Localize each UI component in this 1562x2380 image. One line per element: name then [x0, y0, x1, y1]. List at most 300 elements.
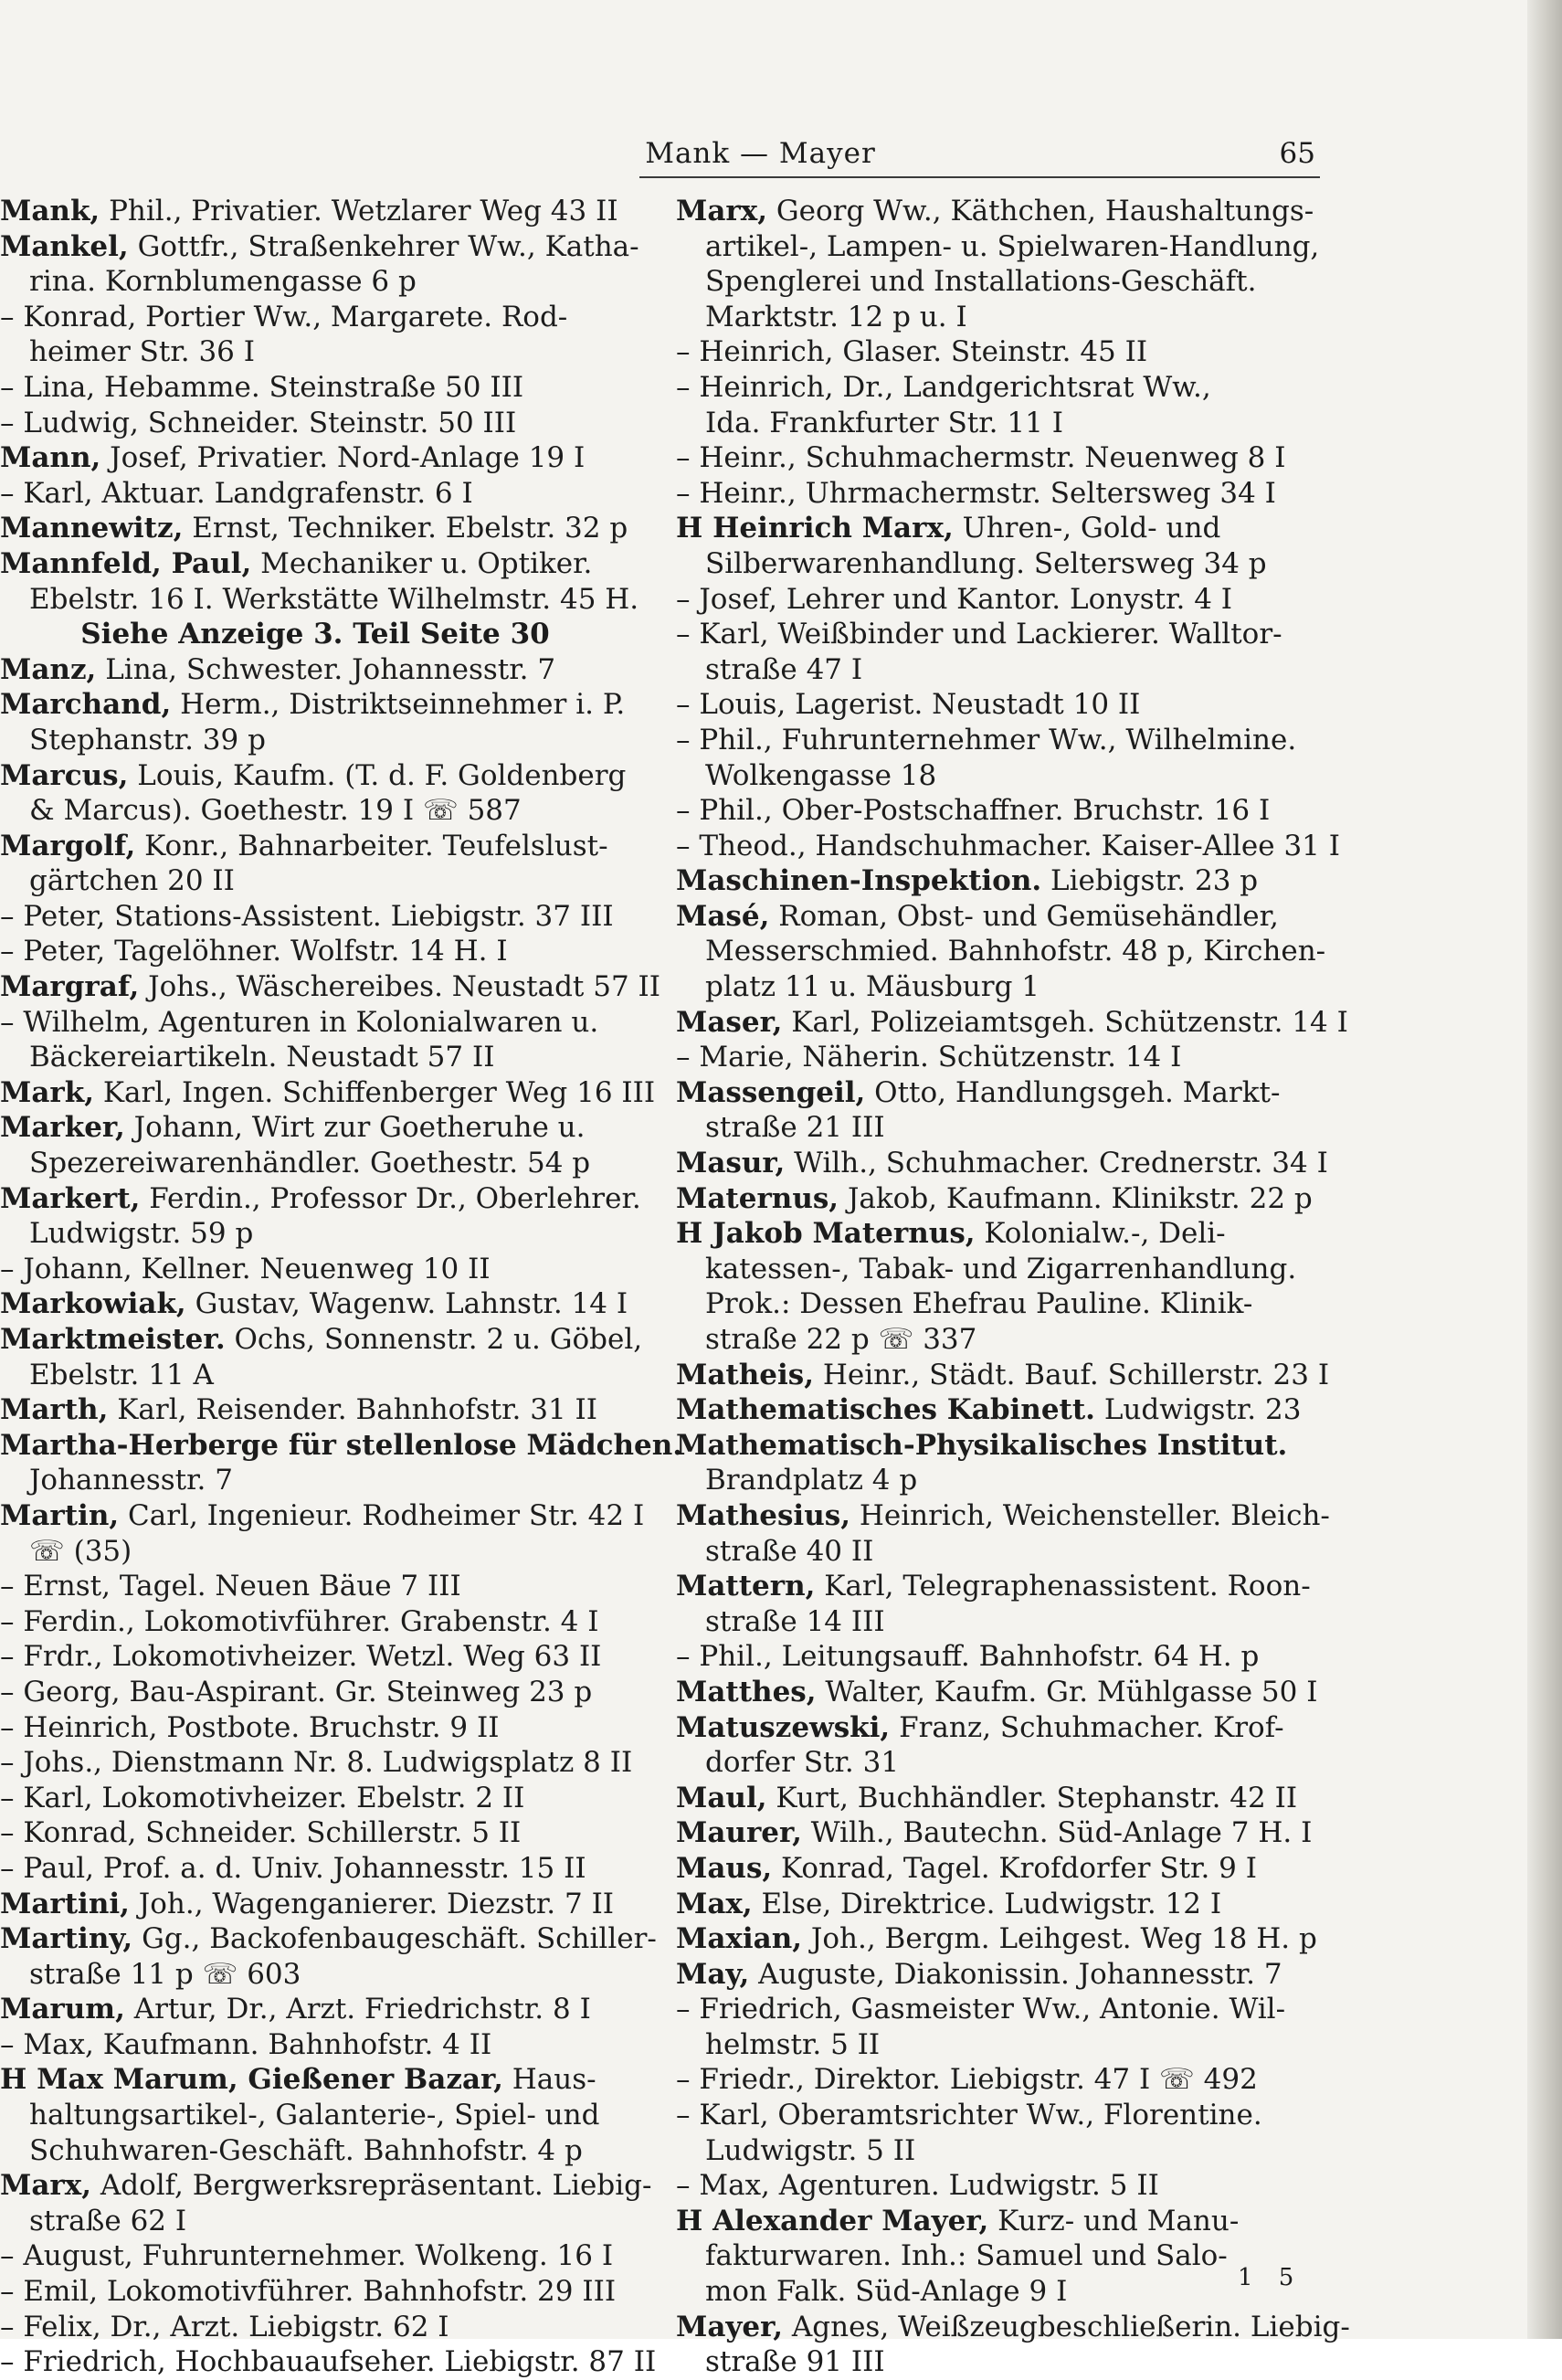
entry-name: H Max Marum, Gießener Bazar,	[0, 2063, 503, 2097]
directory-entry-line	[0, 1216, 630, 1252]
directory-entry-line	[0, 1322, 643, 1358]
directory-entry-line	[0, 2027, 630, 2063]
entry-text: & Marcus). Goethestr. 19 I ☏ 587	[29, 794, 522, 828]
entry-text: – Emil, Lokomotivführer. Bahnhofstr. 29 III	[0, 2275, 617, 2309]
directory-entry-line	[676, 1005, 1348, 1041]
entry-name: Matuszewski,	[676, 1710, 891, 1744]
entry-name: Maschinen-Inspektion.	[676, 864, 1042, 898]
right-column	[676, 194, 1350, 2380]
entry-name: Maser,	[676, 1005, 783, 1039]
entry-name: Masur,	[676, 1147, 786, 1180]
entry-text: Mechaniker u. Optiker.	[251, 546, 593, 580]
directory-entry-line	[676, 2274, 1320, 2310]
entry-text: Ebelstr. 11 A	[29, 1358, 214, 1391]
directory-entry-line	[676, 476, 1320, 512]
entry-name: Maul,	[676, 1781, 767, 1814]
directory-entry-line	[676, 1075, 1320, 1111]
directory-entry-line	[676, 1286, 1320, 1322]
entry-text: straße 22 p ☏ 337	[705, 1323, 977, 1356]
directory-entry-line	[676, 758, 1320, 794]
entry-name: H Heinrich Marx,	[676, 512, 954, 545]
directory-entry-line	[676, 582, 1320, 618]
entry-text: Joh., Bergm. Leihgest. Weg 18 H. p	[802, 1922, 1317, 1956]
directory-entry-line	[676, 229, 1320, 265]
entry-name: Matthes,	[676, 1675, 817, 1708]
entry-text: – Johs., Dienstmann Nr. 8. Ludwigsplatz 8 II	[0, 1746, 633, 1780]
directory-entry-line	[676, 511, 1320, 546]
entry-name: Martiny,	[0, 1922, 133, 1956]
directory-entry-line	[676, 793, 1320, 829]
entry-text: – Marie, Näherin. Schützenstr. 14 I	[676, 1041, 1182, 1074]
entry-name: Margraf,	[0, 970, 140, 1004]
entry-text: – Peter, Tagelöhner. Wolfstr. 14 H. I	[0, 935, 508, 968]
entry-text: – Konrad, Portier Ww., Margarete. Rod-	[0, 300, 568, 333]
entry-text: – Friedr., Direktor. Liebigstr. 47 I ☏ 492	[676, 2063, 1258, 2097]
entry-text: – Heinrich, Glaser. Steinstr. 45 II	[676, 335, 1148, 369]
directory-entry-line	[676, 1040, 1320, 1075]
entry-text: – Theod., Handschuhmacher. Kaiser-Allee 31 I	[676, 829, 1340, 862]
directory-entry-line	[676, 1639, 1320, 1675]
entry-text: – Johann, Kellner. Neuenweg 10 II	[0, 1252, 491, 1285]
entry-name: Maurer,	[676, 1816, 802, 1850]
directory-entry-line	[676, 1428, 1320, 1464]
entry-text: Karl, Ingen. Schiffenberger Weg 16 III	[94, 1075, 656, 1109]
entry-text: – Karl, Lokomotivheizer. Ebelstr. 2 II	[0, 1781, 525, 1814]
directory-entry-line	[0, 793, 630, 829]
entry-text: Schuhwaren-Geschäft. Bahnhofstr. 4 p	[29, 2133, 583, 2167]
directory-entry-line	[676, 1781, 1320, 1816]
page-number: 65	[1279, 137, 1315, 170]
directory-entry-line	[676, 2204, 1320, 2239]
entry-name: May,	[676, 1957, 750, 1991]
directory-entry-line	[0, 264, 630, 300]
entry-text: Heinrich, Weichensteller. Bleich-	[850, 1498, 1330, 1532]
directory-entry-line	[676, 1710, 1320, 1746]
directory-entry-line	[0, 1887, 630, 1922]
directory-entry-line	[0, 1146, 630, 1181]
directory-entry-line	[676, 1887, 1320, 1922]
directory-entry-line	[0, 2062, 630, 2098]
entry-text: Ludwigstr. 23	[1094, 1393, 1302, 1427]
directory-entry-line	[0, 2098, 630, 2133]
left-column	[0, 194, 683, 2380]
directory-entry-line	[0, 546, 630, 582]
entry-text: Prok.: Dessen Ehefrau Pauline. Klinik-	[705, 1287, 1253, 1321]
directory-entry-line	[0, 1921, 657, 1957]
directory-entry-line	[676, 300, 1320, 335]
directory-entry-line	[0, 2133, 630, 2169]
entry-name: Matheis,	[676, 1358, 815, 1391]
directory-entry-line	[676, 2027, 1320, 2063]
entry-name: Marktmeister.	[0, 1323, 226, 1356]
entry-text: Lina, Schwester. Johannesstr. 7	[96, 652, 556, 686]
entry-text: Spenglerei und Installations-Geschäft.	[705, 265, 1257, 299]
entry-text: Ludwigstr. 59 p	[29, 1217, 254, 1251]
directory-entry-line	[676, 1992, 1320, 2027]
directory-entry-line	[676, 1181, 1320, 1217]
entry-text: Messerschmied. Bahnhofstr. 48 p, Kirchen-	[705, 935, 1326, 968]
entry-text: Franz, Schuhmacher. Krof-	[890, 1710, 1284, 1744]
entry-text: artikel-, Lampen- u. Spielwaren-Handlung,	[705, 229, 1320, 263]
entry-text: Johs., Wäschereibes. Neustadt 57 II	[139, 970, 661, 1004]
entry-text: Jakob, Kaufmann. Klinikstr. 22 p	[839, 1181, 1313, 1215]
directory-entry-line	[676, 546, 1320, 582]
entry-name: Marum,	[0, 1993, 125, 2026]
entry-name: Maus,	[676, 1851, 773, 1885]
entry-text: Auguste, Diakonissin. Johannesstr. 7	[749, 1957, 1282, 1991]
directory-entry-line	[0, 1710, 630, 1746]
directory-entry-line	[0, 863, 630, 899]
entry-name: H Alexander Mayer,	[676, 2204, 989, 2237]
entry-text: Wilh., Bautechn. Süd-Anlage 7 H. I	[801, 1816, 1313, 1850]
directory-entry-line	[0, 1781, 630, 1816]
entry-name: Max,	[676, 1887, 753, 1920]
directory-entry-line	[0, 829, 630, 864]
directory-entry-line	[0, 1604, 630, 1640]
entry-text: Phil., Privatier. Wetzlarer Weg 43 II	[100, 195, 618, 227]
entry-name: Mankel,	[0, 229, 129, 263]
directory-entry-line	[0, 1498, 645, 1534]
entry-text: Brandplatz 4 p	[705, 1464, 918, 1497]
entry-name: Marth,	[0, 1393, 109, 1427]
directory-entry-line	[0, 1392, 630, 1428]
entry-text: Ebelstr. 16 I. Werkstätte Wilhelmstr. 45 H.	[29, 582, 639, 616]
directory-entry-line	[0, 1463, 630, 1498]
entry-text: Ludwigstr. 5 II	[705, 2133, 916, 2167]
entry-text: Louis, Kaufm. (T. d. F. Goldenberg	[128, 758, 627, 792]
entry-text: Haus-	[502, 2063, 596, 2097]
directory-entry-line	[0, 1815, 630, 1851]
running-title: Mank — Mayer	[645, 137, 876, 170]
entry-text: Joh., Wagenganierer. Diezstr. 7 II	[129, 1887, 615, 1920]
directory-entry-line	[0, 2344, 657, 2380]
entry-text: Bäckereiartikeln. Neustadt 57 II	[29, 1041, 495, 1074]
entry-text: straße 21 III	[705, 1111, 885, 1145]
entry-text: katessen-, Tabak- und Zigarrenhandlung.	[705, 1252, 1297, 1285]
entry-text: – Wilhelm, Agenturen in Kolonialwaren u.	[0, 1005, 599, 1039]
directory-entry-line	[676, 723, 1320, 758]
directory-entry-line	[676, 863, 1320, 899]
entry-text: Silberwarenhandlung. Seltersweg 34 p	[705, 546, 1267, 580]
entry-text: Karl, Reisender. Bahnhofstr. 31 II	[108, 1393, 598, 1427]
entry-text: – Heinr., Uhrmachermstr. Seltersweg 34 I	[676, 476, 1276, 510]
entry-text: – Friedrich, Gasmeister Ww., Antonie. Wil-	[676, 1993, 1286, 2026]
directory-entry-line	[676, 1745, 1320, 1781]
directory-entry-line	[0, 2168, 652, 2204]
entry-text: Josef, Privatier. Nord-Anlage 19 I	[100, 441, 586, 475]
entry-text: – Louis, Lagerist. Neustadt 10 II	[676, 688, 1141, 722]
entry-text: mon Falk. Süd-Anlage 9 I	[705, 2275, 1068, 2309]
directory-entry-line	[0, 758, 630, 794]
entry-name: Maternus,	[676, 1181, 839, 1215]
entry-name: Mathesius,	[676, 1498, 850, 1532]
directory-entry-line	[676, 1675, 1320, 1710]
directory-entry-line	[0, 370, 630, 406]
entry-text: – Georg, Bau-Aspirant. Gr. Steinweg 23 p	[0, 1675, 593, 1708]
entry-text: – Phil., Leitungsauff. Bahnhofstr. 64 H. p	[676, 1640, 1260, 1674]
directory-entry-line	[0, 969, 661, 1005]
directory-entry-line	[0, 1252, 630, 1287]
entry-name: H Jakob Maternus,	[676, 1217, 976, 1251]
directory-entry-line	[676, 1921, 1320, 1957]
directory-entry-line	[676, 2062, 1320, 2098]
entry-text: – Phil., Fuhrunternehmer Ww., Wilhelmine.	[676, 723, 1297, 756]
directory-entry-line	[676, 1322, 1320, 1358]
entry-text: Georg Ww., Käthchen, Haushaltungs-	[767, 195, 1314, 227]
entry-name: Markert,	[0, 1181, 141, 1215]
directory-entry-line	[676, 969, 1320, 1005]
entry-text: straße 91 III	[705, 2345, 885, 2379]
directory-entry-line	[0, 300, 630, 335]
directory-entry-line	[676, 1358, 1330, 1393]
entry-name: Mathematisch-Physikalisches Institut.	[676, 1428, 1288, 1462]
directory-entry-line	[676, 617, 1320, 652]
entry-text: gärtchen 20 II	[29, 864, 235, 898]
entry-text: Else, Direktrice. Ludwigstr. 12 I	[752, 1887, 1222, 1920]
entry-name: Margolf,	[0, 829, 136, 862]
entry-text: Karl, Polizeiamtsgeh. Schützenstr. 14 I	[782, 1005, 1348, 1039]
entry-text: heimer Str. 36 I	[29, 335, 256, 369]
entry-text: – Felix, Dr., Arzt. Liebigstr. 62 I	[0, 2310, 449, 2343]
entry-text: – Ernst, Tagel. Neuen Bäue 7 III	[0, 1570, 461, 1603]
entry-name: Marcus,	[0, 758, 129, 792]
entry-text: straße 47 I	[705, 652, 863, 686]
entry-text: Roman, Obst- und Gemüsehändler,	[769, 899, 1279, 933]
entry-name: Maxian,	[676, 1922, 803, 1956]
directory-entry-line	[676, 2133, 1320, 2169]
entry-name: Martha-Herberge für stellenlose Mädchen.	[0, 1428, 683, 1462]
entry-text: – Heinrich, Dr., Landgerichtsrat Ww.,	[676, 370, 1211, 404]
entry-text: Heinr., Städt. Bauf. Schillerstr. 23 I	[814, 1358, 1330, 1391]
entry-text: – Karl, Oberamtsrichter Ww., Florentine.	[676, 2099, 1262, 2132]
entry-text: Gg., Backofenbaugeschäft. Schiller-	[132, 1922, 657, 1956]
entry-text: haltungsartikel-, Galanterie-, Spiel- und	[29, 2099, 600, 2132]
directory-entry-line	[676, 2238, 1320, 2274]
directory-entry-line	[0, 1639, 630, 1675]
directory-entry-line	[0, 1110, 630, 1146]
entry-text: Wolkengasse 18	[705, 758, 937, 792]
entry-text: – Frdr., Lokomotivheizer. Wetzl. Weg 63 II	[0, 1640, 602, 1674]
entry-name: Mattern,	[676, 1570, 816, 1603]
entry-text: Ochs, Sonnenstr. 2 u. Göbel,	[225, 1323, 643, 1356]
entry-name: Masé,	[676, 899, 770, 933]
directory-entry-line	[0, 334, 630, 370]
directory-entry-line	[676, 652, 1320, 688]
directory-entry-line	[0, 1992, 630, 2027]
printer-signature: 1 5	[1238, 2264, 1303, 2291]
entry-text: Kurt, Buchhändler. Stephanstr. 42 II	[766, 1781, 1298, 1814]
entry-text: Konr., Bahnarbeiter. Teufelslust-	[135, 829, 608, 862]
entry-text: Konrad, Tagel. Krofdorfer Str. 9 I	[772, 1851, 1257, 1885]
entry-text: – Karl, Aktuar. Landgrafenstr. 6 I	[0, 476, 473, 510]
entry-name: Massengeil,	[676, 1075, 866, 1109]
entry-text: straße 14 III	[705, 1604, 885, 1638]
directory-entry-line	[0, 476, 630, 512]
entry-text: Johann, Wirt zur Goetheruhe u.	[124, 1111, 586, 1145]
entry-text: – Phil., Ober-Postschaffner. Bruchstr. 16 I	[676, 794, 1271, 828]
header-rule	[639, 176, 1320, 178]
directory-entry-line	[676, 2168, 1320, 2204]
directory-entry-line	[676, 1392, 1320, 1428]
directory-entry-line	[676, 2310, 1350, 2345]
directory-entry-line	[0, 687, 630, 723]
directory-entry-line	[0, 2204, 630, 2239]
directory-entry-line	[0, 2238, 630, 2274]
directory-entry-line	[0, 1005, 630, 1041]
directory-entry-line	[676, 1815, 1320, 1851]
entry-name: Marx,	[676, 195, 768, 227]
directory-entry-line	[0, 511, 630, 546]
directory-entry-line	[0, 723, 630, 758]
entry-text: straße 62 I	[29, 2204, 187, 2237]
directory-entry-line	[0, 2274, 630, 2310]
directory-entry-line	[676, 899, 1320, 935]
directory-entry-line	[0, 1358, 630, 1393]
directory-entry-line	[0, 2310, 630, 2345]
entry-text: – Heinrich, Postbote. Bruchstr. 9 II	[0, 1710, 500, 1744]
entry-text: Gottfr., Straßenkehrer Ww., Katha-	[128, 229, 639, 263]
entry-text: Karl, Telegraphenassistent. Roon-	[815, 1570, 1311, 1603]
entry-text: Johannesstr. 7	[29, 1464, 233, 1497]
directory-entry-line	[676, 934, 1326, 969]
entry-text: helmstr. 5 II	[705, 2027, 881, 2061]
entry-name: Markowiak,	[0, 1287, 186, 1321]
entry-name: Mark,	[0, 1075, 95, 1109]
entry-name: Marx,	[0, 2169, 92, 2203]
entry-name: Mank,	[0, 195, 100, 227]
directory-entry-line	[0, 1569, 630, 1604]
directory-entry-line	[0, 194, 630, 229]
entry-text: Spezereiwarenhändler. Goethestr. 54 p	[29, 1147, 591, 1180]
entry-text: – Lina, Hebamme. Steinstraße 50 III	[0, 370, 524, 404]
entry-name: Mayer,	[676, 2310, 784, 2343]
entry-text: Uhren-, Gold- und	[953, 512, 1221, 545]
entry-text: Stephanstr. 39 p	[29, 723, 266, 756]
directory-entry-line	[676, 1851, 1320, 1887]
entry-text: Gustav, Wagenw. Lahnstr. 14 I	[185, 1287, 628, 1321]
entry-text: Liebigstr. 23 p	[1041, 864, 1259, 898]
entry-text: – Peter, Stations-Assistent. Liebigstr. 37 III	[0, 899, 614, 933]
directory-entry-line	[0, 1745, 633, 1781]
entry-text: Adolf, Bergwerksrepräsentant. Liebig-	[91, 2169, 652, 2203]
directory-entry-line	[676, 440, 1320, 476]
entry-text: Kolonialw.-, Deli-	[975, 1217, 1226, 1251]
entry-name: Martin,	[0, 1498, 120, 1532]
entry-text: Ferdin., Professor Dr., Oberlehrer.	[140, 1181, 641, 1215]
directory-entry-line	[676, 1957, 1320, 1993]
entry-text: – Max, Agenturen. Ludwigstr. 5 II	[676, 2169, 1159, 2203]
directory-entry-line	[0, 1181, 641, 1217]
entry-text: Marktstr. 12 p u. I	[705, 300, 967, 333]
entry-text: Wilh., Schuhmacher. Crednerstr. 34 I	[785, 1147, 1328, 1180]
entry-text: – Heinr., Schuhmachermstr. Neuenweg 8 I	[676, 441, 1286, 475]
directory-entry-line	[0, 1957, 630, 1993]
entry-text: – Karl, Weißbinder und Lackierer. Walltor-	[676, 618, 1282, 651]
entry-text: – Friedrich, Hochbauaufseher. Liebigstr. 87 II	[0, 2345, 657, 2379]
entry-text: – August, Fuhrunternehmer. Wolkeng. 16 I	[0, 2239, 614, 2273]
directory-entry-line	[0, 406, 630, 441]
directory-entry-line	[0, 1428, 683, 1464]
directory-entry-line	[0, 1075, 656, 1111]
book-spine-shadow	[1527, 0, 1562, 2339]
directory-entry-line	[676, 406, 1320, 441]
entry-text: – Konrad, Schneider. Schillerstr. 5 II	[0, 1816, 522, 1850]
entry-text: – Max, Kaufmann. Bahnhofstr. 4 II	[0, 2027, 492, 2061]
directory-entry-line	[0, 617, 630, 652]
directory-entry-line	[676, 1534, 1320, 1570]
directory-entry-line	[0, 229, 639, 265]
entry-text: Kurz- und Manu-	[988, 2204, 1240, 2237]
entry-text: dorfer Str. 31	[705, 1746, 900, 1780]
directory-entry-line	[676, 1463, 1320, 1498]
entry-text: straße 11 p ☏ 603	[29, 1957, 301, 1991]
directory-entry-line	[676, 2098, 1320, 2133]
directory-entry-line	[0, 1040, 630, 1075]
entry-text: Ida. Frankfurter Str. 11 I	[705, 406, 1063, 439]
directory-entry-line	[0, 1534, 630, 1570]
directory-entry-line	[0, 582, 639, 618]
entry-text: – Ferdin., Lokomotivführer. Grabenstr. 4 I	[0, 1604, 599, 1638]
directory-entry-line	[676, 1146, 1328, 1181]
entry-name: Martini,	[0, 1887, 130, 1920]
directory-entry-line	[676, 1498, 1330, 1534]
directory-entry-line	[676, 1252, 1320, 1287]
entry-text: Ernst, Techniker. Ebelstr. 32 p	[183, 512, 628, 545]
directory-entry-line	[676, 829, 1340, 864]
directory-entry-line	[0, 899, 630, 935]
directory-entry-line	[676, 1110, 1320, 1146]
directory-entry-line	[676, 194, 1320, 229]
entry-text: Siehe Anzeige 3. Teil Seite 30	[80, 618, 550, 651]
entry-text: – Ludwig, Schneider. Steinstr. 50 III	[0, 406, 517, 439]
directory-entry-line	[676, 264, 1320, 300]
entry-text: straße 40 II	[705, 1534, 874, 1568]
entry-text: rina. Kornblumengasse 6 p	[29, 265, 417, 299]
entry-text: Artur, Dr., Arzt. Friedrichstr. 8 I	[124, 1993, 591, 2026]
entry-text: – Josef, Lehrer und Kantor. Lonystr. 4 I	[676, 582, 1233, 616]
directory-entry-line	[676, 687, 1320, 723]
entry-name: Marchand,	[0, 688, 172, 722]
directory-entry-line	[676, 370, 1320, 406]
entry-text: Herm., Distriktseinnehmer i. P.	[171, 688, 626, 722]
directory-entry-line	[676, 2344, 1320, 2380]
entry-text: Walter, Kaufm. Gr. Mühlgasse 50 I	[816, 1675, 1318, 1708]
entry-text: Otto, Handlungsgeh. Markt-	[865, 1075, 1281, 1109]
entry-text: platz 11 u. Mäusburg 1	[705, 970, 1040, 1004]
directory-entry-line	[676, 1604, 1320, 1640]
entry-text: Agnes, Weißzeugbeschließerin. Liebig-	[783, 2310, 1350, 2343]
entry-name: Mannewitz,	[0, 512, 184, 545]
entry-name: Mannfeld, Paul,	[0, 546, 252, 580]
directory-entry-line	[0, 1851, 630, 1887]
entry-name: Mann,	[0, 441, 101, 475]
directory-entry-line	[0, 1675, 630, 1710]
entry-name: Manz,	[0, 652, 97, 686]
entry-name: Marker,	[0, 1111, 125, 1145]
entry-text: ☏ (35)	[29, 1534, 132, 1568]
directory-entry-line	[0, 934, 630, 969]
directory-entry-line	[0, 1286, 630, 1322]
entry-name: Mathematisches Kabinett.	[676, 1393, 1095, 1427]
entry-text: fakturwaren. Inh.: Samuel und Salo-	[705, 2239, 1228, 2273]
directory-entry-line	[0, 440, 630, 476]
directory-entry-line	[676, 1216, 1320, 1252]
entry-text: Carl, Ingenieur. Rodheimer Str. 42 I	[119, 1498, 645, 1532]
directory-entry-line	[676, 334, 1320, 370]
directory-entry-line	[676, 1569, 1320, 1604]
entry-text: – Paul, Prof. a. d. Univ. Johannesstr. 15 II	[0, 1851, 586, 1885]
directory-entry-line	[0, 652, 630, 688]
